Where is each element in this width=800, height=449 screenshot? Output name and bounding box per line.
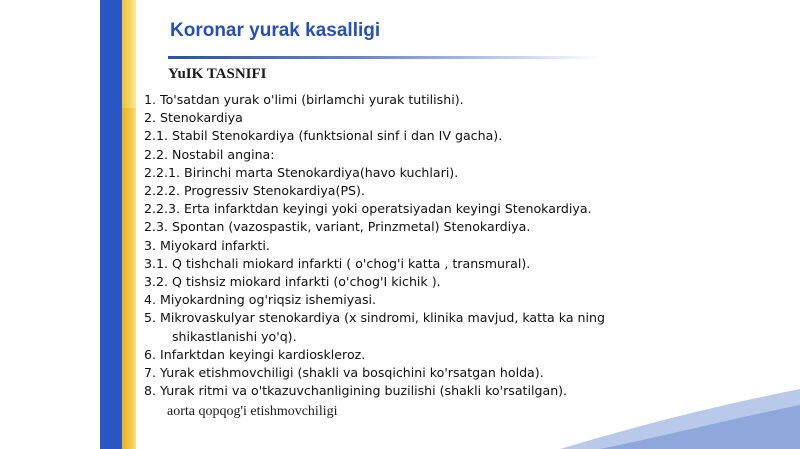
list-item: 2.2.2. Progressiv Stenokardiya(PS). — [144, 183, 365, 199]
list-item: 6. Infarktdan keyingi kardioskleroz. — [144, 346, 366, 362]
list-item: 3.2. Q tishsiz miokard infarkti (o'chog'I kichik ). — [144, 274, 441, 290]
title-underline — [168, 56, 600, 59]
list-item: 8. Yurak ritmi va o'tkazuvchanligining buzilishi (shakli ko'rsatilgan). — [144, 383, 568, 399]
footer-text: aorta qopqog'i etishmovchiligi — [167, 404, 338, 419]
list-item: 2. Stenokardiya — [144, 110, 243, 126]
corner-decoration — [560, 379, 800, 449]
list-item: 3. Miyokard infarkti. — [144, 237, 270, 253]
list-item: 2.3. Spontan (vazospastik, variant, Prinzmetal) Stenokardiya. — [144, 219, 531, 235]
list-item: 7. Yurak etishmovchiligi (shakli va bosqichini ko'rsatgan holda). — [144, 365, 544, 381]
list-item-continuation: shikastlanishi yo'q). — [172, 328, 297, 344]
slide-title: Koronar yurak kasalligi — [170, 20, 381, 41]
list-item: 2.2.3. Erta infarktdan keyingi yoki operatsiyadan keyingi Stenokardiya. — [144, 201, 592, 217]
slide-subtitle: YuIK TASNIFI — [168, 66, 267, 82]
list-item: 2.1. Stabil Stenokardiya (funktsional sinf i dan IV gacha). — [144, 128, 503, 144]
classification-list — [144, 91, 664, 400]
list-item: 3.1. Q tishchali miokard infarkti ( o'chog'i katta , transmural). — [144, 255, 531, 271]
left-gold-band — [122, 108, 136, 449]
left-blue-stripe — [100, 0, 122, 449]
list-item: 5. Mikrovaskulyar stenokardiya (x sindromi, klinika mavjud, katta ka ning — [144, 310, 605, 326]
list-item: 2.2.1. Birinchi marta Stenokardiya(havo kuchlari). — [144, 164, 459, 180]
list-item: 4. Miyokardning og'riqsiz ishemiyasi. — [144, 292, 377, 308]
list-item: 2.2. Nostabil angina: — [144, 146, 275, 162]
list-item: 1. To'satdan yurak o'limi (birlamchi yurak tutilishi). — [144, 92, 464, 107]
left-margin — [0, 0, 100, 449]
